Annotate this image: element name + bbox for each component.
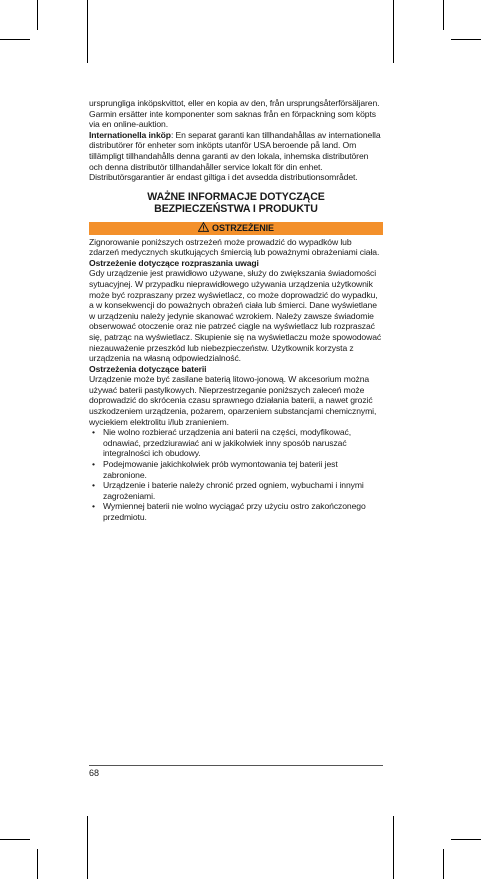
section-title: [89, 191, 383, 216]
list-item: • Podejmowanie jakichkolwiek prób wymontowania tej baterii jest zabronione.: [89, 459, 383, 480]
section-title-line1: WAŻNE INFORMACJE DOTYCZĄCE: [147, 190, 325, 203]
international-label: Internationella inköp: [89, 129, 171, 140]
international-text: : En separat garanti kan tillhandahållas av internationella distributörer för enheter som inköpts utanför USA beroende på land. Om tillämpligt tillhandahålls denna garanti av den lokala, inhemska distributören och denna distributör tillhandahåller service lokalt för din enhet. Distributörsgarantier är endast giltiga i det avsedda distributionsområdet.: [89, 129, 381, 183]
distraction-text: Gdy urządzenie jest prawidłowo używane, służy do zwiększania świadomości sytuacyjnej. W przypadku nieprawidłowego używania urządzenia użytkownik może być rozpraszany przez wyświetlacz, co może doprowadzić do wypadku, a w konsekwencji do poważnych obrażeń ciała lub śmierci. Dane wyświetlane w urządzeniu należy jedynie skanować wzrokiem. Należy zawsze świadomie obserwować otoczenie oraz nie patrzeć ciągle na wyświetlacz lub rozpraszać się, patrząc na wyświetlacz. Skupienie się na wyświetlaczu może spowodować niezauważenie przeszkód lub niebezpieczeństw. Użytkownik korzysta z urządzenia na własną odpowiedzialność.: [89, 268, 382, 364]
battery-text: Urządzenie może być zasilane baterią litowo-jonową. W akcesorium można używać baterii pastylkowych. Nieprzestrzeganie poniższych zaleceń może doprowadzić do skrócenia czasu sprawnego działania baterii, a nawet grozić uszkodzeniem urządzenia, pożarem, oparzeniem substancjami chemicznymi, wyciekiem elektrolitu i/lub zranieniem.: [89, 374, 377, 427]
intro-paragraph: ursprungliga inköpskvittot, eller en kopia av den, från ursprungsåterförsäljaren. Garmin ersätter inte komponenter som saknas från en förpackning som köpts via en online-auktion.: [89, 98, 380, 130]
page-number: 68: [89, 768, 100, 778]
warning-label: OSTRZEŻENIE: [212, 222, 274, 233]
crop-mark: [0, 839, 30, 840]
warning-text: Zignorowanie poniższych ostrzeżeń może prowadzić do wypadków lub zdarzeń medycznych skutkujących śmiercią lub poważnymi obrażeniami ciała.: [89, 236, 380, 258]
crop-mark: [451, 839, 481, 840]
section-title-line2: BEZPIECZEŃSTWA I PRODUKTU: [154, 203, 318, 216]
crop-mark: [451, 39, 481, 40]
crop-mark: [443, 0, 444, 30]
crop-mark: [37, 849, 38, 879]
list-item: • Wymiennej baterii nie wolno wyciągać przy użyciu ostro zakończonego przedmiotu.: [89, 501, 383, 522]
international-paragraph: [89, 130, 383, 183]
crop-mark: [37, 0, 38, 30]
crop-mark: [393, 0, 394, 63]
footer-rule: [89, 765, 383, 766]
warning-triangle-icon: [198, 222, 209, 232]
battery-heading: Ostrzeżenia dotyczące baterii: [89, 363, 207, 374]
list-item: • Nie wolno rozbierać urządzenia ani baterii na części, modyfikować, odnawiać, przedziurawiać ani w jakikolwiek inny sposób naruszać integralności ich obudowy.: [89, 427, 383, 459]
crop-mark: [87, 0, 88, 63]
page-content: [89, 98, 383, 523]
crop-mark: [393, 816, 394, 879]
crop-mark: [87, 816, 88, 879]
battery-bullet-list: [89, 427, 383, 522]
list-item: • Urządzenie i baterie należy chronić przed ogniem, wybuchami i innymi zagrożeniami.: [89, 480, 383, 501]
crop-mark: [443, 849, 444, 879]
crop-mark: [0, 39, 30, 40]
distraction-heading: Ostrzeżenie dotyczące rozpraszania uwagi: [89, 257, 259, 268]
warning-bar: [89, 222, 383, 235]
